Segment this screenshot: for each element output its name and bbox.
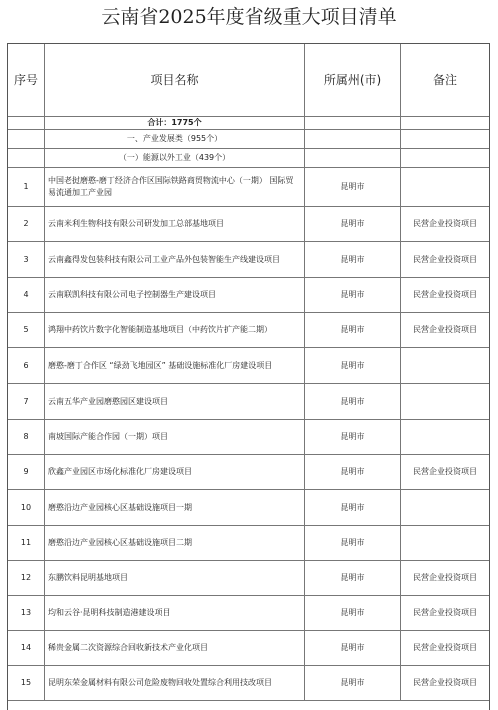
table-row [8,490,489,526]
summary-row-total [8,117,489,130]
note-cell [401,168,489,206]
region-cell: 昆明市 [305,631,401,665]
row-number: 15 [8,666,45,700]
row-number: 10 [8,490,45,525]
table-row [8,348,489,384]
table-row [8,313,489,348]
note-cell [401,490,489,525]
row-number: 6 [8,348,45,383]
header-name: 项目名称 [45,44,305,116]
row-number: 12 [8,561,45,595]
note-cell: 民营企业投资项目 [413,643,477,652]
region-cell: 昆明市 [305,278,401,312]
region-cell: 昆明市 [305,420,401,454]
row-number: 1 [8,168,45,206]
region-cell: 昆明市 [305,207,401,241]
row-number: 7 [8,384,45,419]
project-name: 云南联凯科技有限公司电子控制器生产建设项目 [45,278,305,312]
section-row-industry [8,130,489,149]
region-cell: 昆明市 [305,526,401,560]
note-cell: 民营企业投资项目 [413,290,477,299]
region-cell: 昆明市 [305,490,401,525]
region-cell: 昆明市 [305,242,401,277]
note-cell: 民营企业投资项目 [413,254,477,264]
table-row [8,242,489,278]
project-name: 稀贵金属二次资源综合回收新技术产业化项目 [45,631,305,665]
table-row [8,561,489,596]
project-name: 磨憨沿边产业园核心区基础设施项目一期 [45,490,305,525]
page-title: 云南省2025年度省级重大项目清单 [101,6,397,28]
header-no: 序号 [8,44,45,116]
table-row [8,526,489,561]
row-number: 11 [8,526,45,560]
project-name: 欣鑫产业园区市场化标准化厂房建设项目 [45,455,305,489]
note-cell: 民营企业投资项目 [413,219,477,228]
region-cell: 昆明市 [305,168,401,206]
section-row-non-energy [8,149,489,168]
project-name: 鸿翔中药饮片数字化智能制造基地项目（中药饮片扩产能二期） [45,313,305,347]
project-name: 东鹏饮料昆明基地项目 [45,561,305,595]
project-name: 南坡国际产能合作园（一期）项目 [45,420,305,454]
header-note: 备注 [432,73,457,87]
project-name: 中国老挝磨憨-磨丁经济合作区国际铁路商贸物流中心（一期） 国际贸易流通加工产业园 [45,168,305,206]
region-cell: 昆明市 [305,561,401,595]
row-number: 3 [8,242,45,277]
note-cell [401,526,489,560]
section-non-energy: （一）能源以外工业（439个） [45,149,305,167]
note-cell: 民营企业投资项目 [413,325,477,334]
table-row [8,168,489,207]
row-number: 8 [8,420,45,454]
project-name: 磨憨沿边产业园核心区基础设施项目二期 [45,526,305,560]
table-row [8,455,489,490]
project-name: 云南五华产业园磨憨园区建设项目 [45,384,305,419]
table-row [8,631,489,666]
region-cell: 昆明市 [305,596,401,630]
region-cell: 昆明市 [305,348,401,383]
row-number: 2 [8,207,45,241]
table-row [8,666,489,701]
project-name: 昆明东荣金属材料有限公司危险废物回收处置综合利用技改项目 [45,666,305,700]
row-number: 13 [8,596,45,630]
table-header-row [8,44,489,117]
project-name: 磨憨-磨丁合作区 “绿劲飞地园区” 基础设施标准化厂房建设项目 [45,348,305,383]
table-row [8,596,489,631]
note-cell [401,420,489,454]
region-cell: 昆明市 [305,666,401,700]
row-number: 5 [8,313,45,347]
note-cell: 民营企业投资项目 [413,573,477,582]
project-name: 云南鑫得发包装科技有限公司工业产品外包装智能生产线建设项目 [45,242,305,277]
row-number: 9 [8,455,45,489]
project-name: 云南米利生物科技有限公司研发加工总部基地项目 [45,207,305,241]
table-row [8,207,489,242]
section-industry: 一、产业发展类（955个） [45,130,305,148]
note-cell: 民营企业投资项目 [413,608,477,617]
table-row [8,384,489,420]
note-cell [401,348,489,383]
region-cell: 昆明市 [305,313,401,347]
project-table [7,43,490,710]
project-name: 均和云谷·昆明科技制造港建设项目 [45,596,305,630]
note-cell: 民营企业投资项目 [413,678,477,687]
table-row [8,278,489,313]
region-cell: 昆明市 [305,455,401,489]
summary-total: 合计：1775个 [45,117,305,129]
region-cell: 昆明市 [305,384,401,419]
note-cell [401,384,489,419]
row-number: 4 [8,278,45,312]
note-cell: 民营企业投资项目 [413,467,477,476]
row-number: 14 [8,631,45,665]
header-region: 所属州(市) [305,44,401,116]
table-row [8,420,489,455]
